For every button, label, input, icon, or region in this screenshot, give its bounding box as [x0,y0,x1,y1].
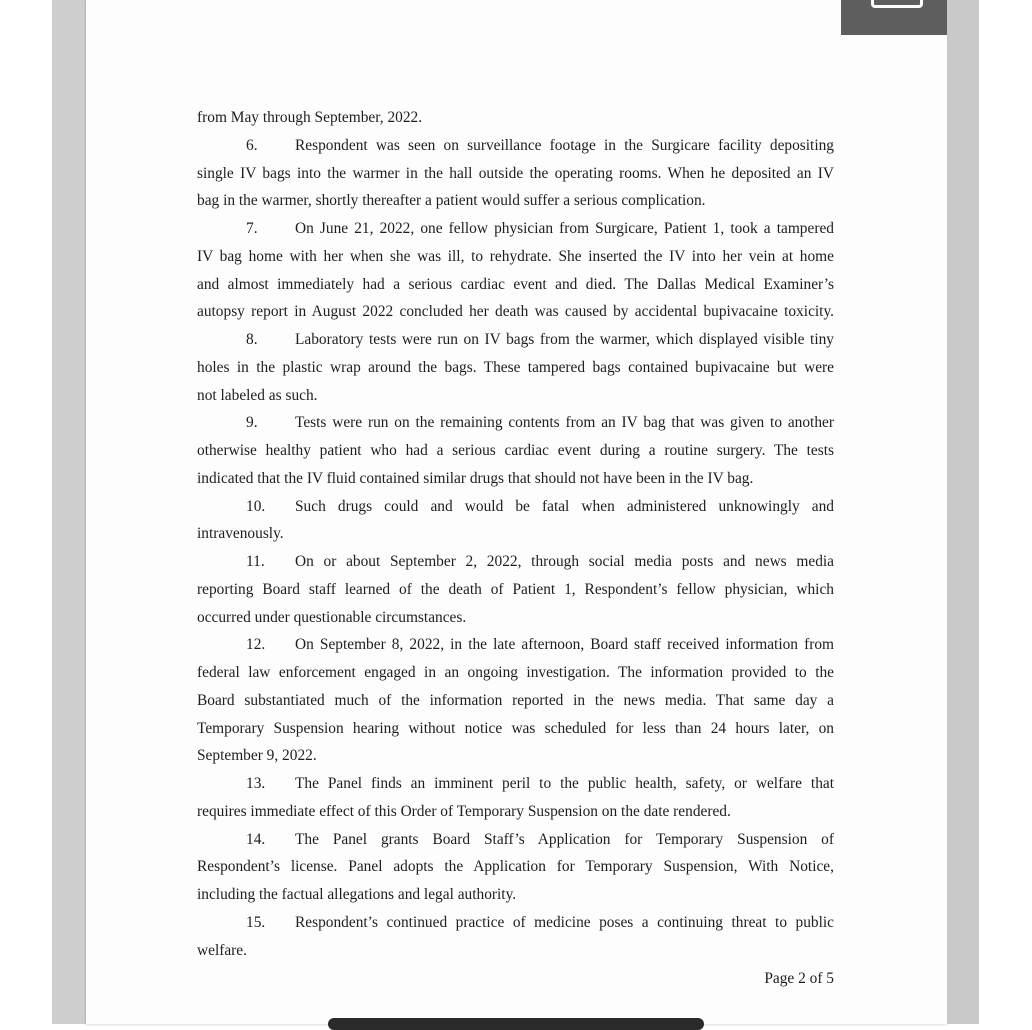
paragraph-number: 12. [246,636,266,654]
line-text: The Panel finds an imminent peril to the public health, safety, or welfare that [295,775,834,792]
line-text: intravenously. [197,525,284,543]
text-line [197,937,834,965]
paragraph-number: 8. [246,331,258,348]
fullscreen-toggle-button[interactable] [841,0,947,35]
text-line [197,520,834,548]
line-text: single IV bags into the warmer in the hall outside the operating rooms. When he deposited an IV [197,164,834,182]
line-text: On September 8, 2022, in the late afternoon, Board staff received information from [295,636,834,654]
line-text: welfare. [197,941,247,959]
line-text: September 9, 2022. [197,747,317,765]
paragraph-first-line [197,770,834,798]
paragraph-number: 6. [246,136,258,154]
line-text: holes in the plastic wrap around the bags. These tampered bags contained bupivacaine but were [197,358,834,376]
line-text: Respondent’s continued practice of medicine poses a continuing threat to public [295,913,834,931]
line-text: On June 21, 2022, one fellow physician from Surgicare, Patient 1, took a tampered [295,220,834,237]
line-text: not labeled as such. [197,386,318,404]
paragraph-number: 11. [246,553,265,570]
line-text: Tests were run on the remaining contents from an IV bag that was given to another [295,414,834,432]
line-text: IV bag home with her when she was ill, to rehydrate. She inserted the IV into her vein at home [197,247,834,265]
paragraph-number: 10. [246,497,266,515]
line-text: Respondent was seen on surveillance footage in the Surgicare facility depositing [295,136,834,154]
line-text: Such drugs could and would be fatal when administered unknowingly and [295,497,834,515]
paragraph-number: 13. [246,775,266,792]
text-line [197,104,834,132]
text-line [197,576,834,604]
text-line [197,465,834,493]
paragraph-first-line [197,548,834,576]
line-text: Board substantiated much of the information reported in the news media. That same day a [197,691,834,709]
text-line [197,382,834,410]
paragraph-number: 15. [246,913,266,931]
text-line [197,298,834,326]
line-text: and almost immediately had a serious cardiac event and died. The Dallas Medical Examiner’s [197,275,834,293]
paragraph-first-line [197,132,834,160]
text-line [197,659,834,687]
left-margin [0,0,52,1024]
line-text: from May through September, 2022. [197,109,423,126]
document-body [197,104,834,964]
paragraph-first-line [197,826,834,854]
paragraph-first-line [197,215,834,243]
text-line [197,853,834,881]
paragraph-number: 14. [246,830,266,848]
line-text: otherwise healthy patient who had a serious cardiac event during a routine surgery. The tests [197,442,834,459]
text-line [197,243,834,271]
paragraph-first-line [197,909,834,937]
line-text: Respondent’s license. Panel adopts the Application for Temporary Suspension, With Notice, [197,858,834,876]
line-text: indicated that the IV fluid contained similar drugs that should not have been in the IV bag. [197,469,754,487]
paragraph-number: 9. [246,414,258,432]
text-line [197,354,834,382]
line-text: On or about September 2, 2022, through social media posts and news media [295,553,834,570]
text-line [197,742,834,770]
text-line [197,187,834,215]
right-margin [979,0,1032,1024]
line-text: bag in the warmer, shortly thereafter a patient would suffer a serious complication. [197,192,706,210]
text-line [197,715,834,743]
viewer-gutter-left [52,0,86,1024]
line-text: autopsy report in August 2022 concluded her death was caused by accidental bupivacaine toxicity. [197,303,834,321]
text-line [197,160,834,188]
paragraph-first-line [197,326,834,354]
line-text: Temporary Suspension hearing without notice was scheduled for less than 24 hours later, on [197,719,834,737]
paragraph-first-line [197,409,834,437]
line-text: federal law enforcement engaged in an ongoing investigation. The information provided to the [197,664,834,681]
text-line [197,881,834,909]
page-number: Page 2 of 5 [764,970,834,987]
line-text: including the factual allegations and legal authority. [197,886,517,903]
line-text: The Panel grants Board Staff’s Application for Temporary Suspension of [295,830,834,848]
scroll-indicator[interactable] [328,1018,704,1030]
viewer-gutter-right [947,0,979,1024]
fullscreen-icon [871,0,923,8]
line-text: occurred under questionable circumstances. [197,608,467,626]
text-line [197,437,834,465]
text-line [197,798,834,826]
text-line [197,687,834,715]
line-text: reporting Board staff learned of the death of Patient 1, Respondent’s fellow physician, which [197,580,834,598]
text-line [197,271,834,299]
line-text: requires immediate effect of this Order of Temporary Suspension on the date rendered. [197,802,731,820]
paragraph-first-line [197,631,834,659]
paragraph-number: 7. [246,220,258,237]
line-text: Laboratory tests were run on IV bags from the warmer, which displayed visible tiny [295,331,834,348]
text-line [197,604,834,632]
paragraph-first-line [197,493,834,521]
